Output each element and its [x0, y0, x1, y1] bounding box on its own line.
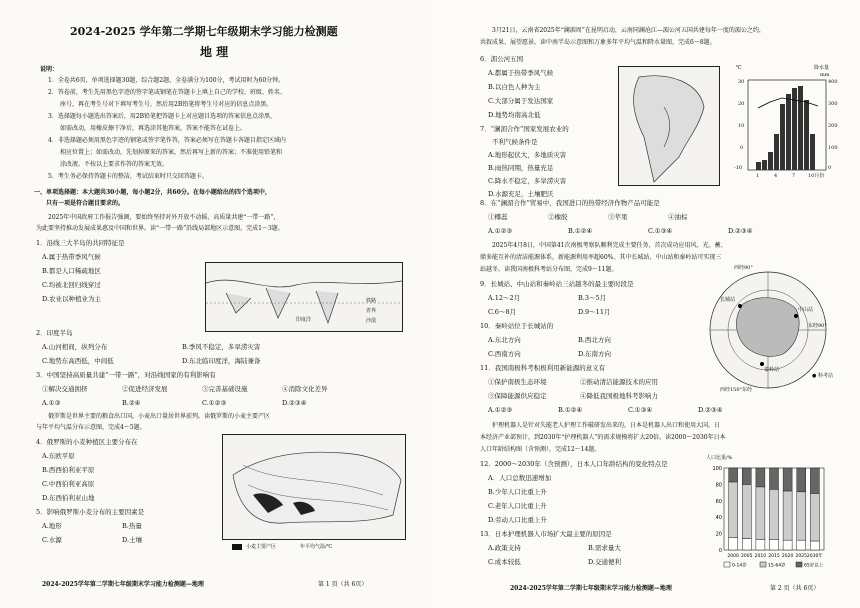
option[interactable]: D.水源充足，土壤肥沃: [488, 190, 554, 198]
tick-label: 4: [774, 173, 778, 179]
subject-title: 地 理: [200, 45, 229, 59]
map-outline: [619, 67, 719, 185]
option[interactable]: A.地形起伏大，多地质灾害: [488, 151, 567, 159]
legend-swatch: [232, 544, 242, 550]
station-label: 秦岭站: [764, 367, 780, 373]
instruction-line: 座号，再在考生号对下填写考生号，然后用2B铅笔将考生号对应的信息点涂黑。: [60, 101, 273, 108]
option[interactable]: B.①②④: [568, 227, 593, 235]
option[interactable]: C.①③④: [648, 227, 673, 235]
tick-label: 400: [828, 79, 838, 85]
bar-segment: [797, 468, 806, 492]
question-7: 7．“澜湄合作”国家发展农业的: [480, 125, 569, 133]
tick-label: 300: [828, 101, 838, 107]
footer: 2024-2025学年第二学期七年级期末学习能力检测题—地理: [510, 585, 672, 592]
question-1: 1．沿线三大半岛的共同特征是: [36, 239, 125, 247]
option[interactable]: D.东北临印度洋，海陆兼备: [182, 357, 261, 365]
footer: 2024-2025学年第二学期七年级期末学习能力检测题—地理: [42, 581, 204, 588]
item: ②推动清洁能源技术的应用: [580, 378, 658, 386]
item: ④油棕: [668, 213, 688, 221]
tick-label: 100: [828, 145, 838, 151]
option[interactable]: C.6～8月: [488, 308, 517, 316]
antarctic-map: [698, 264, 838, 396]
legend-label: 65岁以上: [804, 563, 824, 569]
tick-label: 0: [740, 145, 744, 151]
option[interactable]: B.少年人口比重上升: [488, 488, 547, 496]
tick-label: 20: [738, 101, 745, 107]
passage-line: 俄罗斯是世界主要的粮食出口国，小麦出口量居世界前列。读俄罗斯的小麦主要产区: [48, 413, 271, 420]
bar-segment: [783, 468, 792, 491]
option[interactable]: D.地势均南高北低: [488, 111, 541, 119]
question-11: 11．我国南极科考积极利用新能源的意义有: [480, 364, 606, 372]
question-5: 5．影响俄罗斯小麦分布的主要因素是: [36, 508, 145, 516]
tick-label: 200: [828, 123, 838, 129]
option[interactable]: A.山河相间，纵列分布: [42, 343, 108, 351]
passage-line: 人口年龄结构图（含预测），完成12～14题。: [480, 446, 601, 453]
y-tick-label: 0: [718, 548, 722, 554]
option[interactable]: C.①②③: [202, 399, 227, 407]
option[interactable]: D.交通便利: [588, 558, 622, 566]
bar-segment: [756, 468, 765, 487]
option[interactable]: B.都是人口稀疏地区: [42, 267, 101, 275]
option[interactable]: A.①②③: [488, 406, 513, 414]
tick-label: 7: [792, 173, 796, 179]
option[interactable]: D.②③④: [282, 399, 307, 407]
option[interactable]: D.农业以种植业为主: [42, 295, 102, 303]
question-12: 12．2000～2030年（含预测），日本人口年龄结构的变化特点是: [480, 460, 668, 468]
option[interactable]: A．人口总数迅速增加: [488, 474, 552, 482]
question-10: 10．秦岭站位于长城站的: [480, 322, 554, 330]
question-3: 3．中国坚持高质量共建“一带一路”，对沿线国家的有利影响有: [36, 371, 216, 379]
option[interactable]: D.9～11月: [578, 308, 611, 316]
option[interactable]: A.12～2月: [488, 294, 521, 302]
bar-segment: [729, 468, 738, 482]
instruction-line: 2．答卷前，考生先用黑色字迹的签字笔或钢笔在答题卡上填上自己的学校、班级、姓名、: [48, 89, 286, 96]
option[interactable]: C.均被北回归线穿过: [42, 281, 101, 289]
russia-wheat-map: [222, 434, 406, 540]
item: ②橡胶: [548, 213, 568, 221]
tick-label: 1: [756, 173, 760, 179]
option[interactable]: B.热量: [122, 522, 142, 530]
legend-label: 15-64岁: [768, 563, 786, 569]
option[interactable]: B.3～5月: [578, 294, 607, 302]
option[interactable]: A.地形: [42, 522, 62, 530]
x-tick-label: 2030年: [806, 554, 823, 559]
option[interactable]: A.东欧平原: [42, 452, 75, 460]
question-2: 2．印度半岛: [36, 329, 73, 337]
option[interactable]: B.季风不稳定，多旱涝灾害: [182, 343, 261, 351]
option[interactable]: B.西北方向: [578, 336, 611, 344]
x-tick-label: 2000: [727, 554, 739, 559]
age-chart-plot: [702, 456, 852, 572]
option[interactable]: D.②③④: [728, 227, 753, 235]
bar-segment: [797, 492, 806, 540]
section-heading: 一、单项选择题：本大题共30小题，每小题2分，共60分。在每小题给出的四个选项中，: [34, 189, 271, 196]
item: ①椰蕊: [488, 213, 508, 221]
bar-segment: [783, 491, 792, 540]
instruction-line: 1．全卷共6页，单项选择题30题，综合题2题，全卷满分为100分，考试用时为60分钟。: [48, 77, 285, 84]
passage-line: 本经济产业部预计，到2030年“护理机器人”的需求规模将扩大20倍。读2000～2030年日本: [480, 434, 726, 441]
station-label: 中山站: [798, 307, 814, 313]
bar-segment: [756, 487, 765, 539]
bar-segment: [729, 538, 738, 550]
passage-line: 3月21日，云南省2025年“澜湄周”在昆明启动，云南同澜沧江—湄公河五国共建每年一度的湄公之约，: [492, 27, 765, 34]
bar-segment: [810, 541, 819, 550]
legend-item: 沙漠: [366, 318, 377, 324]
tick-label: 10: [738, 123, 745, 129]
option[interactable]: D.东南方向: [578, 350, 612, 358]
instruction-line: 如需改动，用橡皮擦干净后，再选涂其他答案，答案不能答在试卷上。: [60, 125, 247, 132]
y-tick-label: 100: [712, 466, 722, 472]
passage-line: 2025年4月8日，中国第41次南极考察队顺利完成主要任务，首次成功应用风、光、蓄、: [492, 242, 727, 249]
bar-segment: [742, 468, 751, 484]
map-outline: [223, 435, 405, 539]
bar-segment: [770, 539, 779, 550]
question-7-cont: 不利气候条件是: [492, 138, 538, 146]
bar-segment: [729, 482, 738, 538]
item: ④消除文化差异: [282, 385, 328, 393]
instruction-line: 4．非选择题必须用黑色字迹的钢笔或签字笔作答，答案必须写在答题卡各题目指定区域内: [48, 137, 286, 144]
x-tick-label: 2005: [741, 554, 753, 559]
indochina-map: [618, 66, 720, 186]
bar-segment: [770, 468, 779, 489]
page-number: 第 1 页（共 6页）: [318, 581, 368, 588]
option[interactable]: B.以白色人种为主: [488, 83, 541, 91]
x-tick-label: 2025: [795, 554, 807, 559]
legend-item: 年平均气温/℃: [300, 544, 333, 550]
option[interactable]: D.土壤: [122, 536, 143, 544]
x-tick-label: 2020: [781, 554, 794, 559]
tick-label: 10月份: [808, 173, 825, 179]
chart-ylabel: 人口比重/%: [706, 455, 733, 461]
option[interactable]: C.水源: [42, 536, 62, 544]
legend-item: 省界: [366, 308, 377, 314]
passage-line: 储多能互补的清洁能源体系，新能源利用率超60%。其中长城站、中山站和秦岭站可实现三: [480, 254, 722, 261]
bar-segment: [797, 540, 806, 550]
question-8: 8．在“澜湄合作”贸易中，我国进口的热带经济作物产品可能是: [480, 199, 660, 207]
legend-swatch: [724, 562, 730, 567]
option[interactable]: A.政策支持: [488, 544, 521, 552]
station-label: 长城站: [720, 297, 736, 303]
tick-label: -10: [734, 165, 743, 171]
option[interactable]: A.都属于热带季风气候: [488, 69, 554, 77]
legend-item: ● 科考站: [812, 373, 833, 379]
map-label: 西经150°东经: [720, 387, 753, 393]
y-tick-label: 20: [715, 531, 722, 538]
bar-segment: [810, 468, 819, 493]
option[interactable]: B.雨热同期，热量充足: [488, 164, 554, 172]
item: ③保障能源供应稳定: [488, 392, 547, 400]
option[interactable]: B.①②④: [558, 406, 583, 414]
bar-segment: [810, 493, 819, 541]
climate-chart: [730, 64, 848, 184]
option[interactable]: D.东西伯利亚山地: [42, 494, 95, 502]
x-tick-label: 2015: [768, 554, 780, 559]
map-label-ocean: 印度洋: [296, 317, 312, 323]
item: ④降低我国极地科考影响力: [580, 392, 658, 400]
question-6: 6．湄公河五国: [480, 55, 524, 63]
option[interactable]: B.需求量大: [588, 544, 621, 552]
option[interactable]: C.西南方向: [488, 350, 521, 358]
instruction-line: 涂改液。不按以上要求作答的答案无效。: [60, 161, 169, 168]
bar-segment: [770, 489, 779, 539]
section-heading: 只有一项是符合题目要求的。: [46, 200, 125, 207]
instruction-line: 5．考生务必保持答题卡的整洁，考试结束时只交回答题卡。: [48, 173, 208, 180]
legend-item: 小麦主要产区: [246, 544, 277, 550]
exam-title: 2024-2025 学年第二学期七年级期末学习能力检测题: [70, 25, 338, 38]
bar-segment: [742, 484, 751, 538]
passage-line: 2025年中国政府工作报告强调，要始终坚持对外开放不动摇，高质量共建“一带一路”，: [48, 214, 280, 221]
option[interactable]: C.老年人口比重上升: [488, 502, 547, 510]
legend-item: 铁路: [366, 298, 377, 304]
option[interactable]: B.西西伯利亚平原: [42, 466, 95, 474]
passage-line: 共叙成果、展望愿景。读中南半岛示意图和万象多年平均气温和降水量图，完成6～8题。: [480, 39, 716, 46]
item: ①保护南极生态环境: [488, 378, 547, 386]
y-tick-label: 60: [715, 498, 722, 505]
legend-label: 0-14岁: [732, 563, 747, 569]
y-tick-label: 80: [715, 482, 722, 489]
option[interactable]: A.①③: [42, 399, 61, 407]
option[interactable]: C.①③④: [628, 406, 653, 414]
passage-line: 为此要坚持推动发展成果惠及中国和世界。读“一带一路”沿线局部地区示意图，完成1～3题。: [36, 225, 284, 232]
bar-segment: [756, 539, 765, 550]
precip-axis-label: 降水量: [814, 65, 830, 71]
page-number: 第 2 页（共 6页）: [770, 585, 820, 592]
option[interactable]: C.地势东高西低，中间低: [42, 357, 114, 365]
question-13: 13．日本护理机器人市场扩大最主要的原因是: [480, 530, 612, 538]
item: ③苹果: [608, 213, 628, 221]
x-tick-label: 2010: [754, 554, 767, 559]
bar-segment: [783, 540, 792, 550]
temp-axis-label: ℃: [736, 65, 742, 71]
y-tick-label: 40: [715, 515, 722, 522]
map-label: 西经90°: [734, 265, 753, 271]
passage-line: 护理机器人是针对失能老人护理工作破研发出来的，日本是机器人出口和使用大国，日: [492, 422, 721, 429]
option[interactable]: B.②④: [122, 399, 141, 407]
legend-swatch: [760, 562, 766, 567]
item: ②促进经济发展: [122, 385, 168, 393]
option[interactable]: A.①②③: [488, 227, 513, 235]
option[interactable]: C.降水不稳定，多旱涝灾害: [488, 177, 567, 185]
tick-label: 0: [828, 165, 832, 171]
instruction-line: 相应位置上；如需改动，先划掉原来的答案，然后再写上新的答案；不准使用铅笔和: [60, 149, 283, 156]
item: ③完善基础设施: [202, 385, 248, 393]
instruction-line: 3．选择题每小题选出答案后，用2B铅笔把答题卡上对应题目选项的答案信息点涂黑，: [48, 113, 277, 120]
option[interactable]: C.大部分属于发达国家: [488, 97, 554, 105]
passage-line: 站越冬。读我国南极科考站分布图，完成9～11题。: [480, 266, 618, 273]
exam-page-2: [430, 0, 860, 608]
option[interactable]: C.成本较低: [488, 558, 521, 566]
age-structure-chart: [702, 456, 852, 572]
bar-segment: [742, 539, 751, 550]
tick-label: 30: [738, 79, 745, 85]
instructions-head: 说明：: [40, 66, 59, 73]
option[interactable]: A.东北方向: [488, 336, 521, 344]
legend-swatch: [796, 562, 802, 567]
map-label: 东经90°: [808, 323, 827, 329]
item: ①解决交通拥挤: [42, 385, 88, 393]
option[interactable]: C.中西伯利亚高原: [42, 480, 95, 488]
belt-road-map: [205, 262, 403, 332]
passage-line: 与年平均气温分布示意图，完成4～5题。: [36, 424, 146, 431]
question-4: 4．俄罗斯的小麦种植区主要分布在: [36, 438, 138, 446]
question-9: 9．长城站、中山站和秦岭站三站越冬的最主要时段是: [480, 280, 634, 288]
option[interactable]: D.②③④: [698, 406, 723, 414]
option[interactable]: A.属于热带季风气候: [42, 253, 101, 261]
option[interactable]: D.劳动人口比重上升: [488, 516, 548, 524]
precip-unit: mm: [820, 72, 830, 78]
